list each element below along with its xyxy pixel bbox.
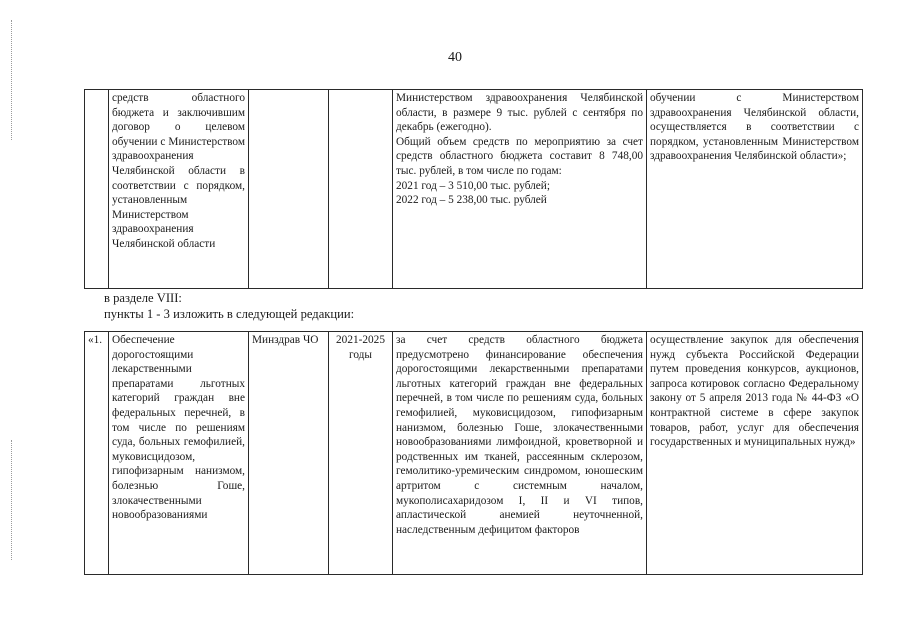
- section-intro: в разделе VIII:: [104, 291, 182, 305]
- new-edition-table: [84, 331, 863, 575]
- funding-line: Общий объем средств по мероприятию за счет средств областного бюджета составит 8 748,00 тыс. рублей, в том числе по годам:: [396, 135, 643, 177]
- scan-margin-mark: [11, 20, 12, 140]
- cell-period: 2021-2025 годы: [329, 332, 393, 575]
- cell-funding: за счет средств областного бюджета предусмотрено финансирование обеспечения дорогостоящими лекарственными препаратами льготных категорий граждан вне федеральных перечней, в том числе по решениям суда, больных гемофилией, муковисцидозом, гипофизарным нанизмом, болезнью Гоше, злокачественными новообразованиями лимфоидной, кроветворной и родственных им тканей, рассеянным склерозом, гемолитико-уремическим синдромом, юношеским артритом с системным началом, мукополисахаридозом I, II и VI типов, апластической анемией неуточненной, наследственным дефицитом факторов: [393, 332, 647, 575]
- page-number: 40: [448, 50, 462, 65]
- cell-funding: [393, 90, 647, 289]
- cell-result: осуществление закупок для обеспечения нужд субъекта Российской Федерации путем проведения конкурсов, аукционов, запроса котировок согласно Федеральному закону от 5 апреля 2013 года № 44-ФЗ «О контрактной системе в сфере закупок товаров, работ, услуг для обеспечения государственных и муниципальных нужд»: [647, 332, 863, 575]
- table-row: [85, 332, 863, 575]
- cell-measure-name: средств областного бюджета и заключившим договор о целевом обучении с Министерством здравоохранения Челябинской области в соответствии с порядком, установленным Министерством здравоохранения Челябинской области: [109, 90, 249, 289]
- cell-result: обучении с Министерством здравоохранения Челябинской области, осуществляется в соответствии с порядком, установленным Министерством здравоохранения Челябинской области»;: [647, 90, 863, 289]
- cell-period: [329, 90, 393, 289]
- cell-number: «1.: [85, 332, 109, 575]
- cell-number: [85, 90, 109, 289]
- funding-line: 2021 год – 3 510,00 тыс. рублей;: [396, 179, 550, 192]
- section-instruction: пункты 1 - 3 изложить в следующей редакции:: [104, 307, 355, 321]
- continued-table: [84, 89, 863, 289]
- scan-margin-mark: [11, 440, 12, 560]
- cell-executor: [249, 90, 329, 289]
- cell-measure-name: Обеспечение дорогостоящими лекарственными препаратами льготных категорий граждан вне федеральных перечней, в том числе по решениям суда, больных гемофилией, муковисцидозом, гипофизарным нанизмом, болезнью Гоше, злокачественными новообразованиями: [109, 332, 249, 575]
- cell-executor: Минздрав ЧО: [249, 332, 329, 575]
- funding-line: 2022 год – 5 238,00 тыс. рублей: [396, 194, 547, 207]
- funding-line: Министерством здравоохранения Челябинской области, в размере 9 тыс. рублей с сентября по декабрь (ежегодно).: [396, 92, 643, 134]
- table-row: [85, 90, 863, 289]
